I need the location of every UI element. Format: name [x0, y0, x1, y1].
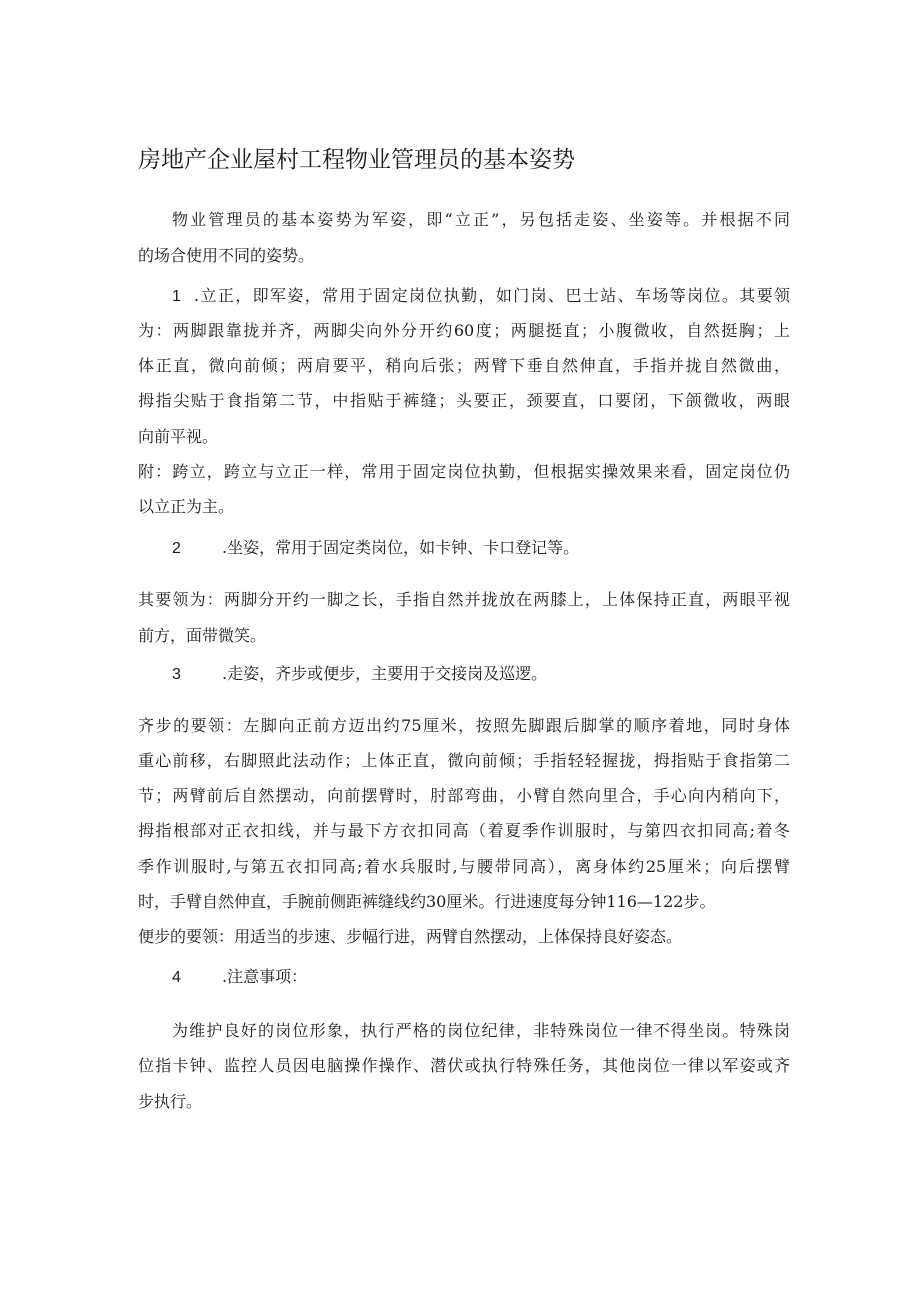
item3-line-6: 时，手臂自然伸直，手腕前侧距裤缝线约30厘米。行进速度每分钟116—122步。	[138, 892, 716, 911]
item1-line-5: 向前平视。	[138, 427, 219, 446]
item3-line-3: 节；两臂前后自然摆动，向前摆臂时，肘部弯曲，小臂自然向里合，手心向内稍向下，	[138, 786, 790, 805]
item3-line-7: 便步的要领：用适当的步速、步幅行进，两臂自然摆动，上体保持良好姿态。	[138, 927, 683, 946]
item3-line-5: 季作训服时,与第五衣扣同高;着水兵服时,与腰带同高），离身体约25厘米；向后摆臂	[138, 857, 790, 876]
item1-text-1: .立正，即军姿，常用于固定岗位执勤，如门岗、巴士站、车场等岗位。其要领	[194, 286, 790, 305]
item1-line-4: 拇指尖贴于食指第二节，中指贴于裤缝；头要正，颈要直，口要闭，下颌微收，两眼	[138, 391, 790, 410]
item4-heading-text: .注意事项：	[222, 967, 308, 986]
item1-number: 1	[172, 288, 181, 305]
item3-heading-text: .走姿，齐步或便步，主要用于交接岗及巡逻。	[222, 664, 548, 683]
item2-heading-text: .坐姿，常用于固定类岗位，如卡钟、卡口登记等。	[222, 538, 580, 557]
item3-line-2: 重心前移，右脚照此法动作；上体正直，微向前倾；手指轻轻握拢，拇指贴于食指第二	[138, 751, 790, 770]
intro-line-1: 物业管理员的基本姿势为军姿，即“立正”，另包括走姿、坐姿等。并根据不同	[172, 210, 790, 229]
item1-line-1	[172, 284, 790, 309]
item1-line-3: 体正直，微向前倾；两肩要平，稍向后张；两臂下垂自然伸直，手指并拢自然微曲，	[138, 356, 790, 375]
item4-line-3: 步执行。	[138, 1092, 203, 1111]
item2-line-1: 其要领为：两脚分开约一脚之长，手指自然并拢放在两膝上，上体保持正直，两眼平视	[138, 590, 790, 609]
intro-line-2: 的场合使用不同的姿势。	[138, 246, 315, 265]
item3-number: 3	[172, 666, 181, 683]
item4-line-2: 位指卡钟、监控人员因电脑操作操作、潜伏或执行特殊任务，其他岗位一律以军姿或齐	[138, 1056, 790, 1075]
note-line-1: 附：跨立，跨立与立正一样，常用于固定岗位执勤，但根据实操效果来看，固定岗位仍	[138, 462, 790, 481]
item3-line-1: 齐步的要领：左脚向正前方迈出约75厘米，按照先脚跟后脚掌的顺序着地，同时身体	[138, 716, 790, 735]
item2-number: 2	[172, 540, 181, 557]
item2-line-2: 前方，面带微笑。	[138, 626, 267, 645]
item4-line-1: 为维护良好的岗位形象，执行严格的岗位纪律，非特殊岗位一律不得坐岗。特殊岗	[172, 1021, 790, 1040]
item4-heading	[172, 965, 307, 990]
item3-heading	[172, 662, 547, 687]
note-line-2: 以立正为主。	[138, 497, 235, 516]
item3-line-4: 拇指根部对正衣扣线，并与最下方衣扣同高（着夏季作训服时，与第四衣扣同高;着冬	[138, 821, 790, 840]
item1-line-2: 为：两脚跟靠拢并齐，两脚尖向外分开约60度；两腿挺直；小腹微收，自然挺胸；上	[138, 321, 790, 340]
item2-heading	[172, 536, 579, 561]
item4-number: 4	[172, 969, 181, 986]
document-title: 房地产企业屋村工程物业管理员的基本姿势	[138, 147, 575, 173]
